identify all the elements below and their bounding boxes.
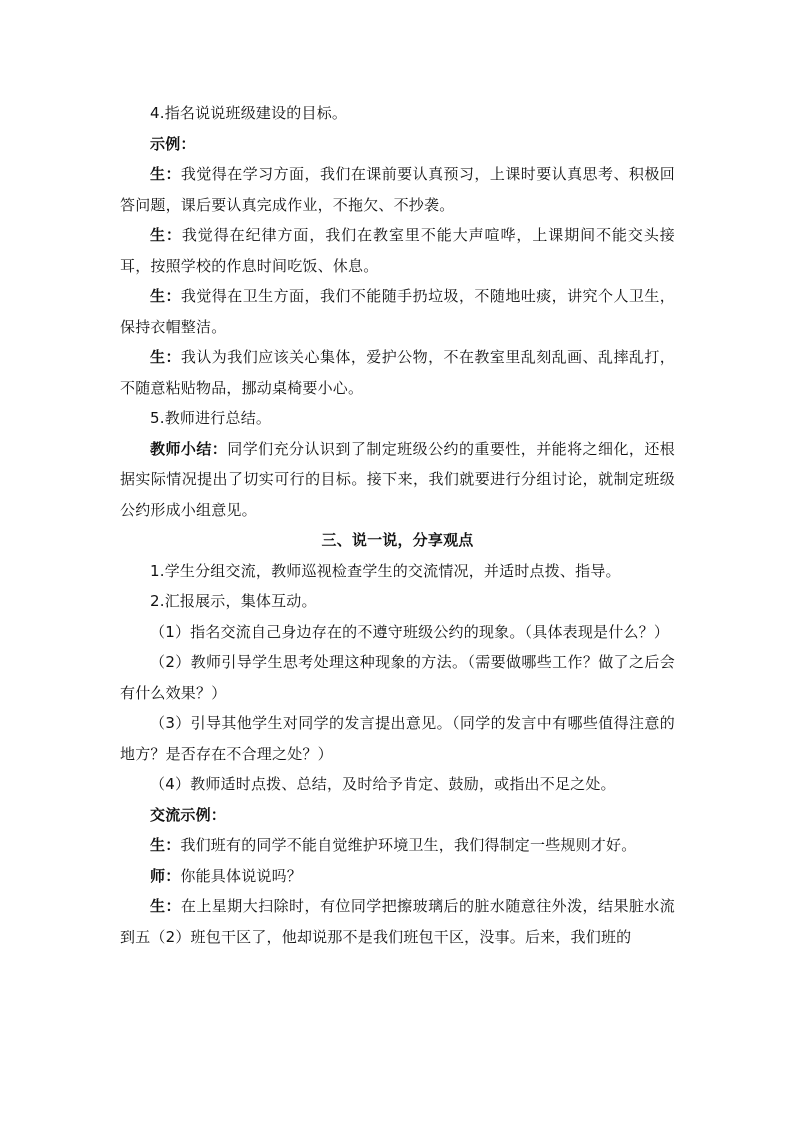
item-4: 4.指名说说班级建设的目标。 bbox=[150, 104, 348, 122]
speaker-label: 生： bbox=[150, 287, 181, 305]
sub-step-1: （1）指名交流自己身边存在的不遵守班级公约的现象。（具体表现是什么？） bbox=[150, 622, 670, 641]
student-statement-4 bbox=[120, 342, 675, 403]
statement-text: 我觉得在学习方面，我们在课前要认真预习，上课时要认真思考、积极回答问题，课后要认真完成作业，不拖欠、不抄袭。 bbox=[120, 165, 676, 214]
dialogue-text: 你能具体说说吗？ bbox=[180, 866, 303, 885]
summary-label: 教师小结： bbox=[150, 439, 228, 458]
sub-step-4: （4）教师适时点拨、总结，及时给予肯定、鼓励，或指出不足之处。 bbox=[150, 775, 616, 793]
sub-step-2: （2）教师引导学生思考处理这种现象的方法。（需要做哪些工作？做了之后会有什么效果？） bbox=[120, 653, 675, 702]
speaker-label: 师： bbox=[150, 866, 181, 885]
student-statement-2 bbox=[120, 220, 675, 281]
section-3-heading: 三、说一说，分享观点 bbox=[321, 531, 474, 549]
dialogue-line-3 bbox=[120, 891, 675, 952]
teacher-summary bbox=[120, 434, 675, 526]
dialogue-text: 我们班有的同学不能自觉维护环境卫生，我们得制定一些规则才好。 bbox=[180, 836, 637, 854]
statement-text: 我觉得在纪律方面，我们在教室里不能大声喧哗，上课期间不能交头接耳，按照学校的作息时间吃饭、休息。 bbox=[120, 226, 675, 275]
statement-text: 我认为我们应该关心集体，爱护公物，不在教室里乱刻乱画、乱摔乱打，不随意粘贴物品，挪动桌椅要小心。 bbox=[120, 348, 676, 397]
speaker-label: 生： bbox=[150, 897, 181, 915]
dialogue-line-2 bbox=[120, 861, 675, 892]
step-2: 2.汇报展示，集体互动。 bbox=[150, 592, 317, 610]
student-statement-1 bbox=[120, 159, 675, 220]
exchange-example-label: 交流示例： bbox=[150, 805, 227, 824]
statement-text: 我觉得在卫生方面，我们不能随手扔垃圾，不随地吐痰，讲究个人卫生，保持衣帽整洁。 bbox=[120, 287, 676, 336]
step-1: 1.学生分组交流，教师巡视检查学生的交流情况，并适时点拨、指导。 bbox=[150, 561, 621, 580]
student-statement-3 bbox=[120, 281, 675, 342]
item-5: 5.教师进行总结。 bbox=[150, 409, 272, 427]
speaker-label: 生： bbox=[150, 836, 181, 854]
summary-text: 同学们充分认识到了制定班级公约的重要性，并能将之细化，还根据实际情况提出了切实可行的目标。接下来，我们就要进行分组讨论，就制定班级公约形成小组意见。 bbox=[120, 439, 675, 519]
sub-step-3: （3）引导其他学生对同学的发言提出意见。（同学的发言中有哪些值得注意的地方？是否存在不合理之处？） bbox=[120, 714, 675, 763]
example-label: 示例： bbox=[150, 134, 196, 153]
speaker-label: 生： bbox=[150, 348, 181, 366]
speaker-label: 生： bbox=[150, 165, 181, 183]
speaker-label: 生： bbox=[150, 226, 182, 244]
dialogue-line-1 bbox=[120, 830, 675, 861]
dialogue-text: 在上星期大扫除时，有位同学把擦玻璃后的脏水随意往外泼，结果脏水流到五（2）班包干区了，他却说那不是我们班包干区，没事。后来，我们班的 bbox=[120, 897, 676, 946]
document-body bbox=[120, 98, 675, 952]
